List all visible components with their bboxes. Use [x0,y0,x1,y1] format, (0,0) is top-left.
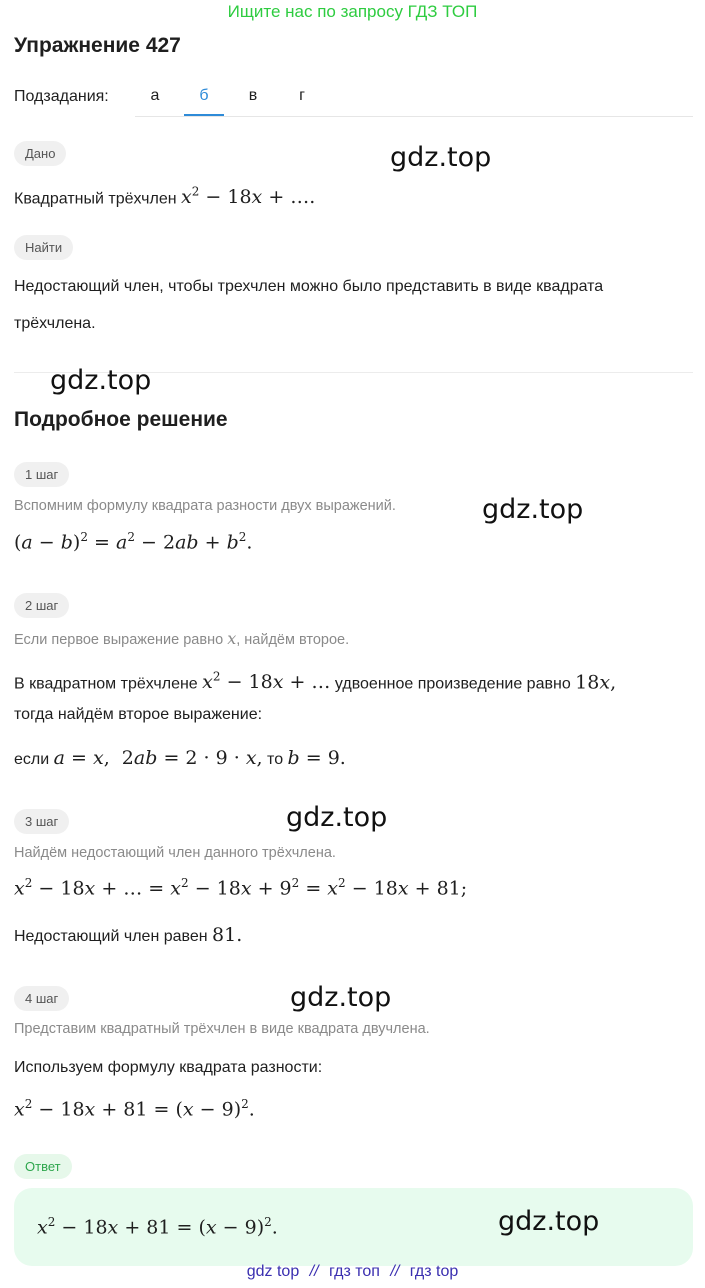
step1-formula: $(a - b)^2 = a^2 - 2ab + b^2$. [14,530,253,554]
step2-text2: тогда найдём второе выражение: [14,706,263,723]
tab-b[interactable]: б [184,76,224,116]
footer-link-gdz-top[interactable]: gdz top [246,1263,300,1280]
footer-links [0,1263,705,1281]
subtask-tabs [135,76,693,117]
given-formula: $x^2 - 18x$ + …. [181,185,316,209]
find-text-line2: трёхчлена. [14,315,96,332]
step3-chip: 3 шаг [14,809,69,834]
tab-g[interactable]: г [299,87,305,104]
watermark: gdz.top [498,1206,600,1237]
subtasks-label: Подзадания: [14,88,109,105]
step1-hint: Вспомним формулу квадрата разности двух выражений. [14,498,396,514]
step4-formula: $x^2 - 18x + 81 = (x - 9)^2$. [14,1097,255,1121]
footer-link-gdz-top-mixed[interactable]: гдз top [409,1263,459,1280]
step4-chip: 4 шаг [14,986,69,1011]
find-chip: Найти [14,235,73,260]
watermark: gdz.top [390,142,492,173]
search-hint-banner: Ищите нас по запросу ГДЗ ТОП [227,2,478,21]
footer-link-gdz-top-ru[interactable]: гдз топ [329,1263,380,1280]
find-text-line1: Недостающий член, чтобы трехчлен можно было представить в виде квадрата [14,278,604,295]
footer-separator: // [390,1263,400,1280]
answer-formula: $x^2 - 18x + 81 = (x - 9)^2$. [37,1215,278,1239]
page-title: Упражнение 427 [14,34,181,57]
step4-text: Используем формулу квадрата разности: [14,1059,323,1076]
tab-a[interactable]: а [150,87,160,104]
step2-hint: Если первое выражение равно x, найдём второе. [14,629,350,648]
step3-result: Недостающий член равен 81. [14,924,243,946]
step3-formula: $x^2 - 18x$ + … = $x^2 - 18x + 9^2 = x^2 - 18x + 81$; [14,876,468,900]
step2-text1: В квадратном трёхчлене $x^2 - 18x$ + … удвоенное произведение равно 18x, [14,670,617,694]
answer-chip: Ответ [14,1154,72,1179]
footer-separator: // [309,1263,319,1280]
watermark: gdz.top [482,494,584,525]
tab-v[interactable]: в [248,87,258,104]
watermark: gdz.top [290,982,392,1013]
watermark: gdz.top [50,365,152,396]
step3-hint: Найдём недостающий член данного трёхчлена. [14,845,336,861]
step2-chip: 2 шаг [14,593,69,618]
given-chip: Дано [14,141,66,166]
step1-chip: 1 шаг [14,462,69,487]
step2-text3: если a = x, 2ab = 2 · 9 · x, то b = 9. [14,747,346,769]
given-text: Квадратный трёхчлен $x^2 - 18x$ + …. [14,185,316,209]
solution-title: Подробное решение [14,408,228,431]
step4-hint: Представим квадратный трёхчлен в виде квадрата двучлена. [14,1021,430,1037]
watermark: gdz.top [286,802,388,833]
